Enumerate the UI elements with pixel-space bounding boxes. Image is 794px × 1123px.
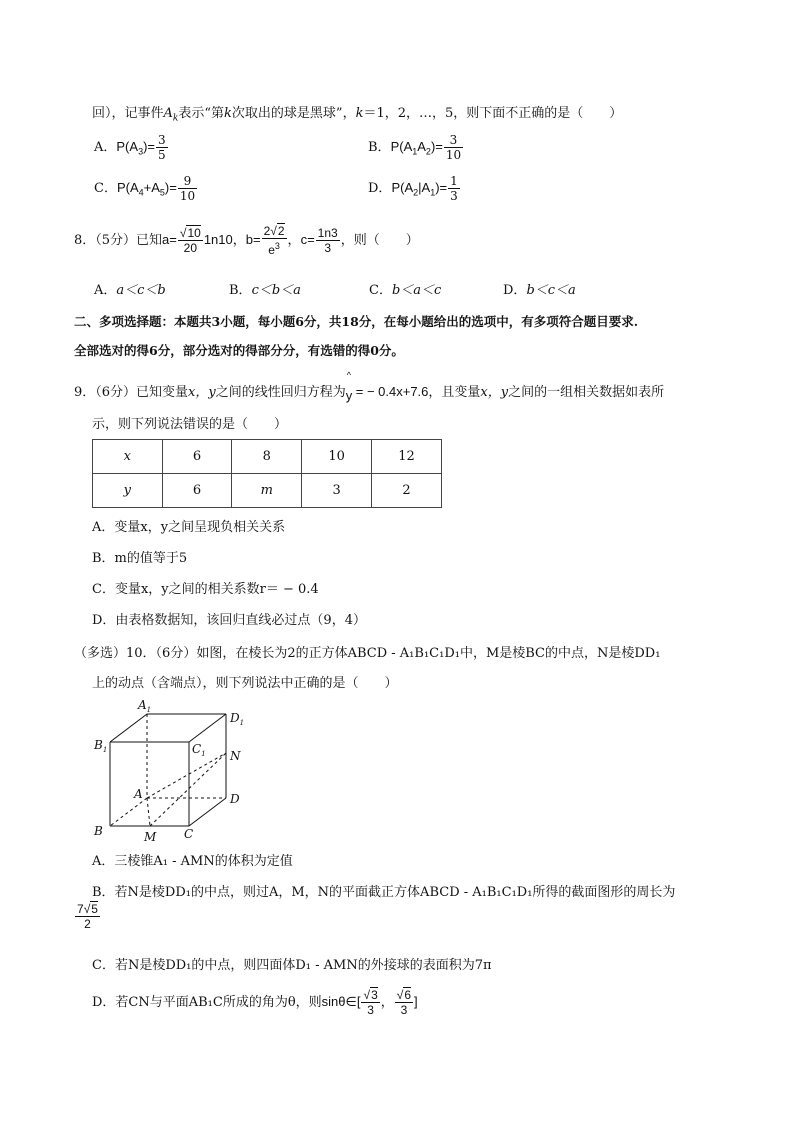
edge-D1-C1 xyxy=(189,714,226,742)
q9-stem-line1 xyxy=(74,370,665,403)
q8-c-den: 3 xyxy=(324,241,332,255)
label-B: B xyxy=(94,824,103,838)
q8-b-num: 2√2 xyxy=(263,224,285,238)
q9-stem-b: 之间的线性回归方程为 xyxy=(215,385,346,400)
q7-stem-a: 回），记事件 xyxy=(92,106,164,121)
table-cell: 8 xyxy=(232,440,302,474)
q9-stem-line2: 示，则下列说法错误的是（ ） xyxy=(92,417,288,432)
q8-b-num-coef: 2 xyxy=(263,224,271,238)
q10-option-b-fraction xyxy=(74,902,101,931)
q10-option-b: B．若N是棱DD₁的中点，则过A，M，N的平面截正方体ABCD - A₁B₁C₁D₁所得的截面图形的周长为 xyxy=(92,885,676,900)
q8-option-b xyxy=(229,279,301,298)
q9-yhat-y: y xyxy=(345,388,353,403)
table-cell: 10 xyxy=(302,440,372,474)
q10-b-num-coef: 7 xyxy=(77,902,84,916)
q9-xy: x，y xyxy=(188,385,216,400)
q8-b-num-rad: 2 xyxy=(277,224,285,238)
table-cell: m xyxy=(232,474,302,508)
q7-option-a xyxy=(94,133,169,162)
q7-option-d xyxy=(368,174,461,203)
q9-data-table xyxy=(92,439,442,508)
q9-equation: = − 0.4x+7.6，且变量 xyxy=(355,384,481,399)
q7-option-b-expr: P(A xyxy=(390,139,413,154)
q7-option-d-label: D． xyxy=(368,181,392,196)
q8-a-fraction xyxy=(178,226,203,255)
q10-b-den: 2 xyxy=(84,917,91,931)
table-cell: x xyxy=(93,440,163,474)
q8-option-b-label: B． xyxy=(229,283,252,298)
edge-C-D xyxy=(189,798,226,826)
q9-yhat xyxy=(345,370,356,403)
q10-b-num-rad: 5 xyxy=(91,902,98,916)
q7-option-a-label: A． xyxy=(94,140,117,155)
q7-option-b-fraction xyxy=(444,133,463,162)
q10-d-sin: sinθ∈[ xyxy=(321,994,361,1009)
q10-stem-line2: 上的动点（含端点），则下列说法中正确的是（ ） xyxy=(92,676,398,691)
edge-B1-A1 xyxy=(110,714,147,742)
q9-option-c: C．变量x，y之间的相关系数r＝ − 0.4 xyxy=(92,582,319,597)
q9-xy-2: x，y xyxy=(480,385,509,400)
label-C1: $C_1$ xyxy=(192,742,206,758)
q10-d-frac2-rad: 6 xyxy=(404,988,412,1002)
q10-d-frac1-rad: 3 xyxy=(371,988,378,1002)
q8-option-d xyxy=(503,279,576,298)
table-cell: 6 xyxy=(162,440,232,474)
table-cell: 6 xyxy=(162,474,232,508)
q9-stem-a: 9．（6分）已知变量 xyxy=(74,385,189,400)
q8-c-num: 1n3 xyxy=(317,226,338,240)
q7-option-c-plus: +A xyxy=(143,180,160,195)
segment-M-N xyxy=(150,753,226,826)
q7-option-b-label: B． xyxy=(368,140,391,155)
q7-option-b-den: 10 xyxy=(445,148,462,162)
label-D1: $D_1$ xyxy=(230,711,245,727)
q8-b-tail: ， xyxy=(287,233,301,248)
q10-option-c: C．若N是棱DD₁的中点，则四面体D₁ - AMN的外接球的表面积为7π xyxy=(92,958,492,973)
label-D: D xyxy=(230,792,240,806)
q10-d-frac1-num: √3 xyxy=(363,988,378,1002)
q7-option-d-expr: P(A xyxy=(391,180,414,195)
q7-event-k: k xyxy=(172,113,179,124)
label-M: M xyxy=(144,830,157,844)
table-row xyxy=(93,440,442,474)
q7-option-c-label: C． xyxy=(94,181,117,196)
q7-option-c xyxy=(94,174,198,203)
q10-option-a: A．三棱锥A₁ - AMN的体积为定值 xyxy=(92,854,293,869)
section2-heading-line1: 二、多项选择题：本题共3小题，每小题6分，共18分，在每小题给出的选项中，有多项符合题目要求. xyxy=(74,314,639,329)
q7-option-d-den: 3 xyxy=(450,189,458,203)
q7-k-var: k xyxy=(355,106,364,121)
label-A1: $A_1$ xyxy=(138,698,152,714)
q10-b-num: 7√5 xyxy=(77,902,98,916)
q8-a-eq: a= xyxy=(162,232,177,247)
q7-option-c-num: 9 xyxy=(178,174,197,189)
q7-option-b-num: 3 xyxy=(444,133,463,148)
table-cell: y xyxy=(93,474,163,508)
table-cell: 12 xyxy=(372,440,442,474)
q8-stem xyxy=(74,224,419,257)
q8-b-fraction xyxy=(262,224,287,257)
q8-a-num-rad: 10 xyxy=(187,226,201,240)
q7-option-d-sub1: 1 xyxy=(430,187,436,198)
q8-a-tail: 1n10， xyxy=(203,232,246,247)
segment-A-M xyxy=(147,798,150,826)
q7-option-d-sub2: 2 xyxy=(413,187,419,198)
q7-stem-c: 次取出的球是黑球”， xyxy=(231,106,356,121)
q8-a-den: 20 xyxy=(183,241,198,255)
q8-c-fraction xyxy=(316,226,340,255)
edge-A-B xyxy=(110,798,147,826)
q8-option-c-label: C． xyxy=(369,283,392,298)
label-C: C xyxy=(184,827,194,841)
q10-b-frac xyxy=(75,902,100,931)
label-N: N xyxy=(230,749,241,763)
q10-d-frac2 xyxy=(395,988,413,1017)
q9-option-d: D．由表格数据知，该回归直线必过点（9，4） xyxy=(92,613,366,628)
q8-b-eq: b= xyxy=(245,232,261,247)
q7-option-b-sub2: 2 xyxy=(425,146,431,157)
q10-d-text: D．若CN与平面AB₁C所成的角为θ，则 xyxy=(92,995,322,1010)
q7-option-c-den: 10 xyxy=(179,189,196,203)
q8-option-a xyxy=(94,279,166,298)
q7-stem-b: 表示“第 xyxy=(178,106,225,121)
q8-option-c xyxy=(369,279,441,298)
q8-c-eq: c= xyxy=(300,232,315,247)
q7-option-a-den: 5 xyxy=(158,148,166,162)
q7-stem-d: ＝1，2，…，5，则下面不正确的是（ ） xyxy=(363,106,623,121)
q8-option-c-text: b＜a＜c xyxy=(391,283,442,298)
q7-option-b-sub1: 1 xyxy=(412,146,418,157)
q9-yhat-hat: ^ xyxy=(346,370,351,380)
q8-a-num: √10 xyxy=(179,226,201,240)
q10-stem-line1: （多选）10．（6分）如图，在棱长为2的正方体ABCD - A₁B₁C₁D₁中，M是棱BC的中点，N是棱DD₁ xyxy=(74,646,661,661)
q8-option-d-label: D． xyxy=(503,283,527,298)
cube-figure xyxy=(88,692,258,844)
q7-option-b-close: )= xyxy=(430,139,443,154)
q8-end: ，则（ ） xyxy=(340,233,419,248)
q7-option-b: B．$P(A_1A_2)=$ $\frac{3}{10}$ xyxy=(368,133,462,162)
q7-option-d-fraction xyxy=(448,174,460,203)
q8-option-b-text: c＜b＜a xyxy=(251,283,301,298)
table-cell: 3 xyxy=(302,474,372,508)
q9-option-a: A．变量x，y之间呈现负相关关系 xyxy=(92,520,286,535)
q7-option-a-fraction xyxy=(156,133,168,162)
q7-option-a-close: )= xyxy=(143,139,155,154)
q7-option-d-num: 1 xyxy=(450,174,458,188)
q10-d-frac1 xyxy=(361,988,379,1017)
q7-stem xyxy=(92,102,622,124)
q7-option-a-sub: 3 xyxy=(138,146,144,157)
q10-d-end: ] xyxy=(414,994,418,1009)
q9-option-b: B．m的值等于5 xyxy=(92,551,188,566)
label-B1: $B_1$ xyxy=(94,738,108,754)
q8-option-d-text: b＜c＜a xyxy=(526,283,576,298)
q10-option-d xyxy=(92,988,418,1017)
table-row xyxy=(93,474,442,508)
q7-option-c-sub4: 4 xyxy=(138,187,144,198)
q8-stem-text: 8．（5分）已知 xyxy=(74,233,163,248)
q8-b-den-exp: 3 xyxy=(274,241,280,251)
q7-option-c-fraction xyxy=(178,174,197,203)
section2-heading-line2: 全部选对的得6分，部分选对的得部分分，有选错的得0分。 xyxy=(74,343,404,358)
q10-d-comma: ， xyxy=(380,995,394,1010)
q7-event-A: A xyxy=(163,106,173,121)
q7-option-c-expr: P(A xyxy=(116,180,139,195)
q7-option-d-close: )= xyxy=(435,180,448,195)
q10-d-frac2-den: 3 xyxy=(400,1003,408,1017)
q7-k: k xyxy=(224,106,232,121)
q7-option-a-num: 3 xyxy=(158,133,166,147)
label-A: A xyxy=(134,787,143,801)
q8-option-a-text: a＜c＜b xyxy=(116,283,166,298)
q9-stem-c: 之间的一组相关数据如表所 xyxy=(508,385,665,400)
q7-option-d-bar: |A xyxy=(418,180,431,195)
q7-option-c-close: )= xyxy=(164,180,177,195)
q7-option-c-sub5: 5 xyxy=(159,187,165,198)
q8-b-den xyxy=(262,239,287,257)
table-cell: 2 xyxy=(372,474,442,508)
q7-option-a-expr: P(A xyxy=(116,139,139,154)
q8-option-a-label: A． xyxy=(94,283,117,298)
q10-d-frac1-den: 3 xyxy=(367,1003,374,1017)
q10-d-frac2-num: √6 xyxy=(396,988,412,1002)
q8-b-den-base: e xyxy=(268,243,275,257)
